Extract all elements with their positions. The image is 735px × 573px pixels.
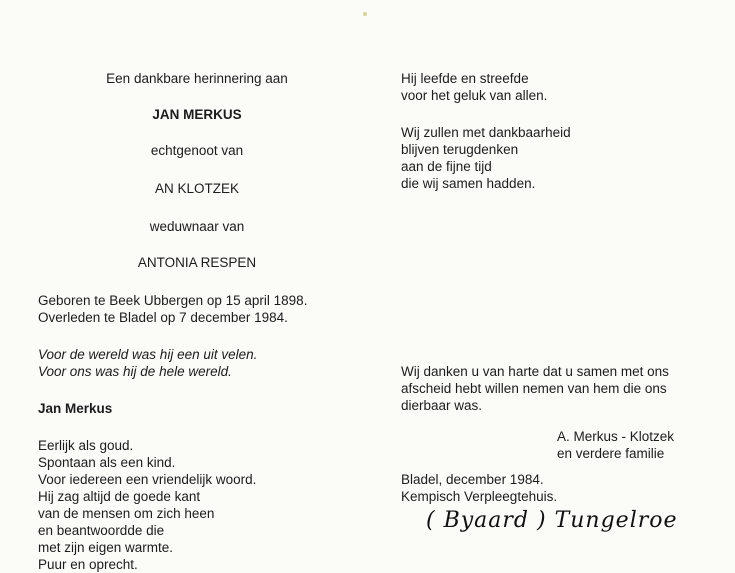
poem-line: Puur en oprecht.: [38, 557, 138, 572]
poem-line: Voor iedereen een vriendelijk woord.: [38, 472, 257, 487]
handwritten-note: ( Byaard ) Tungelroe: [426, 508, 678, 533]
poem-title: Jan Merkus: [38, 401, 113, 416]
quote-line-1: Voor de wereld was hij een uit velen.: [38, 347, 258, 362]
deceased-name: JAN MERKUS: [152, 107, 242, 122]
right-column: [401, 70, 721, 192]
quote-line-2: Voor ons was hij de hele wereld.: [38, 364, 232, 379]
institution: Kempisch Verpleegtehuis.: [401, 489, 558, 504]
birth-line: Geboren te Beek Ubbergen op 15 april 1898.: [38, 293, 308, 308]
place-date: Bladel, december 1984.: [401, 472, 544, 487]
widower-label: weduwnaar van: [149, 219, 245, 234]
poem: [38, 437, 356, 573]
verse-1: [401, 70, 721, 104]
poem-line: en beantwoordde die: [38, 523, 165, 538]
poem-line: Hij zag altijd de goede kant: [38, 489, 201, 504]
verse-2: [401, 124, 721, 192]
poem-line: van de mensen om zich heen: [38, 506, 215, 521]
spouse-name: AN KLOTZEK: [154, 181, 240, 196]
thanks-line: dierbaar was.: [401, 398, 483, 413]
verse-line: Wij zullen met dankbaarheid: [401, 125, 571, 140]
signature-name: A. Merkus - Klotzek: [557, 429, 675, 444]
verse-line: die wij samen hadden.: [401, 176, 536, 191]
verse-line: blijven terugdenken: [401, 142, 519, 157]
intro-text: Een dankbare herinnering aan: [106, 71, 288, 86]
verse-line: voor het geluk van allen.: [401, 88, 548, 103]
poem-line: Eerlijk als goud.: [38, 438, 134, 453]
place-date-block: [401, 471, 557, 505]
verse-line: Hij leefde en streefde: [401, 71, 529, 86]
thanks-block: [401, 363, 721, 414]
thanks-line: afscheid hebt willen nemen van hem die ons: [401, 381, 667, 396]
signature-block: [557, 428, 674, 462]
poem-line: met zijn eigen warmte.: [38, 540, 174, 555]
death-line: Overleden te Bladel op 7 december 1984.: [38, 310, 288, 325]
former-spouse-name: ANTONIA RESPEN: [137, 255, 257, 270]
poem-line: Spontaan als een kind.: [38, 455, 176, 470]
left-column: [38, 70, 356, 573]
signature-family: en verdere familie: [557, 446, 665, 461]
spouse-label: echtgenoot van: [150, 143, 244, 158]
fold-mark: [363, 12, 367, 16]
thanks-line: Wij danken u van harte dat u samen met ons: [401, 364, 669, 379]
verse-line: aan de fijne tijd: [401, 159, 492, 174]
